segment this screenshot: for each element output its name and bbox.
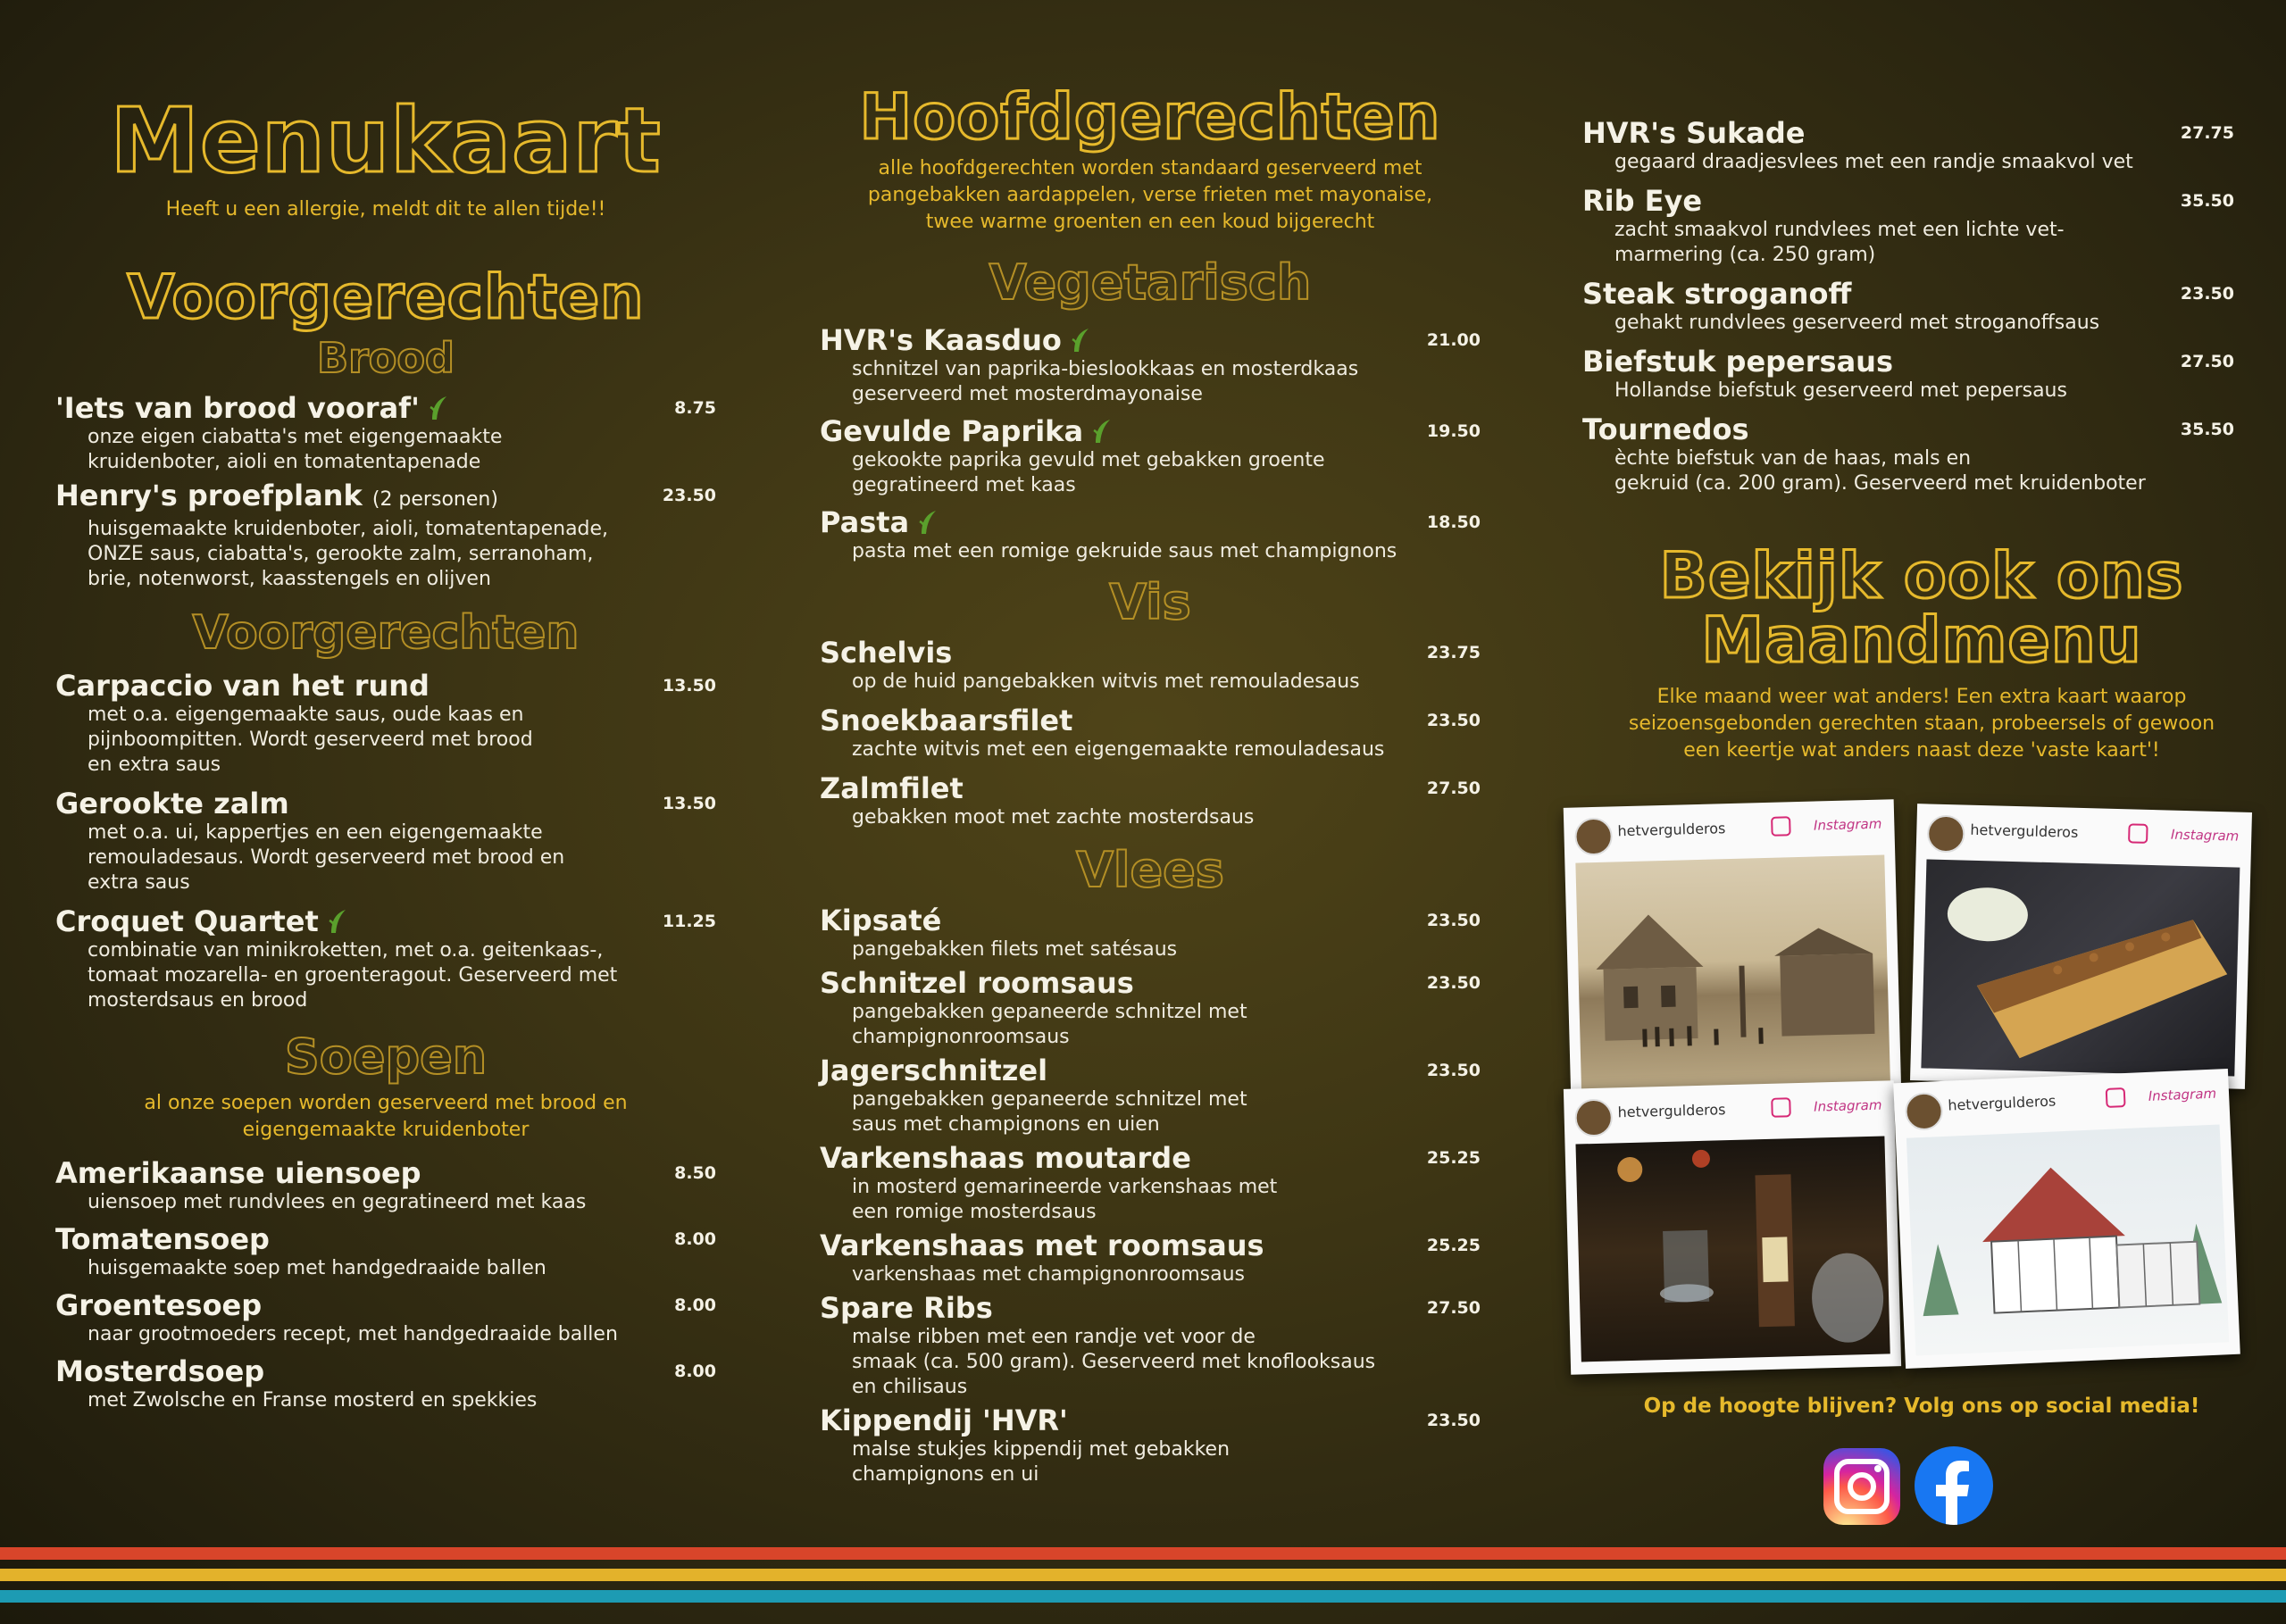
menu-item [820, 323, 1481, 407]
menu-item-description: mosterdsaus en brood [88, 989, 308, 1012]
soepen-title: Soepen [284, 1029, 488, 1085]
hoofdgerechten-note-line: alle hoofdgerechten worden standaard geserveerd met [878, 157, 1422, 179]
menu-item-price: 27.50 [2180, 352, 2234, 371]
promo-text [1582, 684, 2261, 764]
menu-item-description: kruidenboter, aioli en tomatentapenade [88, 451, 481, 473]
menu-item-price: 19.50 [1426, 421, 1481, 441]
menu-item-name-text: Henry's proefplank [55, 479, 363, 512]
menu-item [1582, 412, 2234, 496]
menu-item-name [55, 391, 716, 425]
menu-item-description: champignons en ui [852, 1463, 1039, 1486]
brood-list [55, 391, 716, 592]
menu-item-description: combinatie van minikroketten, met o.a. geitenkaas-, [88, 939, 604, 962]
menu-item-price: 13.50 [662, 676, 716, 695]
menu-item [55, 669, 716, 778]
menu-item-description: pangebakken gepaneerde schnitzel met [852, 1001, 1247, 1023]
menu-item-price: 23.50 [2180, 284, 2234, 304]
village-photo-image [1575, 855, 1890, 1090]
menu-item-description: een romige mosterdsaus [852, 1201, 1097, 1223]
menu-item-name [820, 771, 1481, 805]
soepen-list [55, 1156, 716, 1413]
menu-item-name-text: Snoekbaarsfilet [820, 704, 1073, 737]
menu-item-name-text: Gerookte zalm [55, 787, 289, 820]
menu-item-price: 11.25 [662, 912, 716, 931]
menu-item-description: en chilisaus [852, 1376, 968, 1398]
menu-item-description: gehakt rundvlees geserveerd met stroganoffsaus [1614, 312, 2100, 334]
menu-item-name-text: Carpaccio van het rund [55, 669, 430, 703]
left-column [55, 0, 716, 1420]
menu-item [1582, 184, 2234, 268]
menu-item-description: malse stukjes kippendij met gebakken [852, 1438, 1231, 1461]
menu-item-description: malse ribben met een randje vet voor de [852, 1326, 1256, 1348]
menu-item-name [55, 1156, 716, 1190]
menu-item-name-text: Kippendij 'HVR' [820, 1403, 1068, 1437]
menu-item [820, 904, 1481, 962]
brood-title: Brood [317, 334, 455, 382]
menu-item-name-text: Pasta [820, 505, 910, 539]
instagram-photo-building[interactable] [1893, 1069, 2240, 1369]
menu-item-description: gegaard draadjesvlees met een randje smaakvol vet [1614, 151, 2133, 173]
photo-username: hetvergulderos [1970, 820, 2079, 841]
menu-item-price: 21.00 [1426, 330, 1481, 350]
menu-item-description: pijnboompitten. Wordt geserveerd met brood [88, 729, 533, 751]
menu-item-name-text: Varkenshaas met roomsaus [820, 1228, 1264, 1262]
menu-item-price: 8.00 [674, 1295, 716, 1315]
menu-item-description: extra saus [88, 871, 190, 894]
menu-item-description: pangebakken filets met satésaus [852, 938, 1178, 961]
menu-item-name-text: Zalmfilet [820, 771, 964, 805]
menu-item-name [820, 636, 1481, 670]
menu-item-price: 23.75 [1426, 643, 1481, 662]
photo-username: hetvergulderos [1617, 820, 1726, 840]
menu-item-description: tomaat mozarella- en groenteragout. Geserveerd met [88, 964, 618, 987]
promo-title-line1: Bekijk ook ons [1659, 539, 2184, 612]
menu-item-name [1582, 116, 2234, 150]
menu-item-name [820, 414, 1481, 448]
photo-username: hetvergulderos [1947, 1092, 2057, 1114]
menu-item [820, 1141, 1481, 1225]
soepen-note [55, 1090, 716, 1144]
instagram-label: Instagram [1813, 815, 1882, 834]
social-text: Op de hoogte blijven? Volg ons op social media! [1643, 1395, 2200, 1418]
avatar [1927, 814, 1965, 853]
menu-item-name [55, 1354, 716, 1388]
soepen-note-line: eigengemaakte kruidenboter [242, 1119, 530, 1141]
menu-item-name-text: Croquet Quartet [55, 904, 319, 938]
menu-item [55, 479, 716, 592]
menu-item-price: 8.00 [674, 1229, 716, 1249]
menu-item [820, 414, 1481, 498]
menu-item [55, 1222, 716, 1281]
instagram-small-icon [2128, 823, 2148, 844]
instagram-label: Instagram [1813, 1096, 1882, 1115]
menu-item-name [55, 669, 716, 703]
avatar [1574, 1098, 1613, 1137]
vlees-title: Vlees [1076, 842, 1224, 898]
bar-photo-image [1575, 1137, 1890, 1362]
menu-item-description: uiensoep met rundvlees en gegratineerd met kaas [88, 1191, 587, 1213]
menu-item-description: smaak (ca. 500 gram). Geserveerd met knoflooksaus [852, 1351, 1376, 1373]
menu-item-name-text: HVR's Sukade [1582, 116, 1806, 150]
menu-item-description: pasta met een romige gekruide saus met champignons [852, 540, 1397, 562]
menu-item-price: 18.50 [1426, 512, 1481, 532]
menu-item-price: 23.50 [1426, 711, 1481, 730]
menu-item [820, 1228, 1481, 1287]
menu-item-description: saus met champignons en uien [852, 1113, 1160, 1136]
menu-item-name [820, 323, 1481, 357]
menu-item-price: 27.50 [1426, 779, 1481, 798]
menu-item-description: met o.a. ui, kappertjes en een eigengemaakte [88, 821, 543, 844]
menu-item-name [55, 904, 716, 938]
menu-item-name-text: Tournedos [1582, 412, 1749, 446]
menu-item-name-text: Tomatensoep [55, 1222, 270, 1256]
hoofdgerechten-note-line: pangebakken aardappelen, verse frieten met mayonaise, [867, 184, 1433, 206]
instagram-small-icon [2106, 1087, 2126, 1108]
vegetarisch-title: Vegetarisch [989, 254, 1312, 311]
menu-item-name [820, 505, 1481, 539]
vegetarian-leaf-icon [1092, 418, 1112, 445]
menu-item-description: brie, notenworst, kaasstengels en olijven [88, 568, 491, 590]
menu-item [820, 1054, 1481, 1137]
hoofdgerechten-title: Hoofdgerechten [859, 80, 1441, 154]
menu-item-description: pangebakken gepaneerde schnitzel met [852, 1088, 1247, 1111]
vlees-list [820, 904, 1481, 1487]
menu-item-name-text: 'Iets van brood vooraf' [55, 391, 420, 425]
vegetarian-leaf-icon [918, 509, 938, 536]
vis-title: Vis [1109, 574, 1191, 630]
menu-item [820, 704, 1481, 762]
menu-item-price: 23.50 [1426, 973, 1481, 993]
menu-item-name-text: Kipsaté [820, 904, 942, 937]
menu-item [820, 966, 1481, 1050]
menu-item-name [820, 1291, 1481, 1325]
vegetarian-leaf-icon [328, 908, 347, 935]
menu-item [55, 1156, 716, 1215]
menu-item-price: 8.75 [674, 398, 716, 418]
building-photo-image [1906, 1124, 2229, 1355]
menu-item-description: zachte witvis met een eigengemaakte remouladesaus [852, 738, 1385, 761]
menu-item [55, 1288, 716, 1347]
menu-item-description: in mosterd gemarineerde varkenshaas met [852, 1176, 1278, 1198]
menu-item-name [1582, 277, 2234, 311]
menu-item [1582, 345, 2234, 404]
menu-item-name-text: Steak stroganoff [1582, 277, 1852, 311]
menu-item-price: 23.50 [1426, 1061, 1481, 1080]
menu-item [820, 505, 1481, 564]
menu-item-description: geserveerd met mosterdmayonaise [852, 383, 1203, 405]
menu-item-name-text: Schelvis [820, 636, 953, 670]
menu-item [55, 787, 716, 895]
menu-item-description: schnitzel van paprika-bieslookkaas en mosterdkaas [852, 358, 1359, 380]
menu-item-name [820, 1403, 1481, 1437]
promo-text-line: een keertje wat anders naast deze 'vaste kaart'! [1683, 739, 2160, 762]
menu-item-description: met Zwolsche en Franse mosterd en spekkies [88, 1389, 538, 1412]
stripe-red [0, 1547, 2286, 1560]
menu-item-price: 27.75 [2180, 123, 2234, 143]
menu-item-name [55, 479, 716, 517]
photo-header [1564, 1080, 1895, 1141]
allergy-note: Heeft u een allergie, meldt dit te allen tijde!! [165, 198, 606, 221]
menu-item-name [55, 1288, 716, 1322]
menu-item-description: gekruid (ca. 200 gram). Geserveerd met kruidenboter [1614, 472, 2146, 495]
menu-item-description: èchte biefstuk van de haas, mals en [1614, 447, 1972, 470]
menu-item-description: gebakken moot met zachte mosterdsaus [852, 806, 1255, 829]
menu-item-name-text: Groentesoep [55, 1288, 263, 1322]
menu-item-name-text: Schnitzel roomsaus [820, 966, 1134, 1000]
instagram-small-icon [1771, 816, 1791, 837]
menu-item-price: 25.25 [1426, 1236, 1481, 1255]
photo-header [1916, 804, 2252, 864]
menu-item-price: 35.50 [2180, 420, 2234, 439]
menu-item-description: champignonroomsaus [852, 1026, 1070, 1048]
middle-column [820, 0, 1481, 1491]
menu-item-price: 27.50 [1426, 1298, 1481, 1318]
menu-item-price: 25.25 [1426, 1148, 1481, 1168]
instagram-photo-bar[interactable] [1564, 1080, 1901, 1375]
menu-item-name [1582, 345, 2234, 379]
menu-item-extra: (2 personen) [371, 488, 498, 511]
menu-item-name-text: Rib Eye [1582, 184, 1703, 218]
menu-item-description: varkenshaas met champignonroomsaus [852, 1263, 1245, 1286]
menu-item-price: 13.50 [662, 794, 716, 813]
instagram-photo-dessert[interactable] [1910, 804, 2252, 1089]
menu-item-name [820, 1141, 1481, 1175]
vis-list [820, 636, 1481, 830]
menu-item-description: en extra saus [88, 754, 221, 776]
menu-item-name [55, 1222, 716, 1256]
menu-item-name [820, 966, 1481, 1000]
promo-text-line: Elke maand weer wat anders! Een extra kaart waarop [1656, 686, 2187, 708]
right-column [1582, 0, 2261, 764]
menu-item-price: 23.50 [1426, 1411, 1481, 1430]
menu-item-description: naar grootmoeders recept, met handgedraaide ballen [88, 1323, 618, 1345]
menu-item-name-text: Amerikaanse uiensoep [55, 1156, 421, 1190]
stripe-yellow [0, 1569, 2286, 1581]
vlees-continued-list [1582, 116, 2261, 496]
menu-item-name [1582, 412, 2234, 446]
stripe-blue [0, 1590, 2286, 1603]
menu-item-description: gekookte paprika gevuld met gebakken groente [852, 449, 1325, 471]
menu-item [820, 1403, 1481, 1487]
menu-item-description: met o.a. eigengemaakte saus, oude kaas en [88, 704, 524, 726]
menu-item-name [820, 1228, 1481, 1262]
menukaart-title: Menukaart [110, 88, 662, 193]
vegetarian-leaf-icon [1071, 327, 1090, 354]
menu-item-description: onze eigen ciabatta's met eigengemaakte [88, 426, 503, 448]
menu-item-name-text: Mosterdsoep [55, 1354, 265, 1388]
menu-item-name [820, 1054, 1481, 1087]
menu-item [820, 636, 1481, 695]
menu-item [55, 904, 716, 1013]
photo-header [1564, 799, 1895, 860]
instagram-label: Instagram [2170, 826, 2240, 845]
menu-item-name-text: Gevulde Paprika [820, 414, 1084, 448]
menu-item-price: 8.00 [674, 1362, 716, 1381]
menu-item-price: 35.50 [2180, 191, 2234, 211]
menu-item-price: 23.50 [1426, 911, 1481, 930]
menu-item [820, 771, 1481, 830]
menu-item-description: Hollandse biefstuk geserveerd met pepersaus [1614, 379, 2067, 402]
menu-item [55, 391, 716, 475]
menu-item-name-text: Jagerschnitzel [820, 1054, 1048, 1087]
menu-item-description: huisgemaakte kruidenboter, aioli, tomatentapenade, [88, 518, 609, 540]
menu-item-name-text: HVR's Kaasduo [820, 323, 1062, 357]
hoofdgerechten-note-line: twee warme groenten en een koud bijgerecht [925, 211, 1375, 233]
instagram-small-icon [1771, 1097, 1791, 1118]
menu-item [820, 1291, 1481, 1400]
facebook-icon[interactable] [1915, 1446, 1993, 1525]
menu-item-price: 23.50 [662, 486, 716, 505]
voorgerechten-subtitle: Voorgerechten [192, 606, 580, 660]
menu-item-description: huisgemaakte soep met handgedraaide ballen [88, 1257, 546, 1279]
menu-item-description: ONZE saus, ciabatta's, gerookte zalm, serranoham, [88, 543, 594, 565]
instagram-photo-village[interactable] [1564, 799, 1902, 1103]
menu-item-name [55, 787, 716, 820]
menu-item-name [1582, 184, 2234, 218]
menu-item-name [820, 704, 1481, 737]
soepen-note-line: al onze soepen worden geserveerd met brood en [144, 1092, 628, 1114]
menu-item-name-text: Spare Ribs [820, 1291, 993, 1325]
menu-item-description: op de huid pangebakken witvis met remouladesaus [852, 670, 1360, 693]
hoofdgerechten-note [820, 155, 1481, 236]
menu-item-name-text: Biefstuk pepersaus [1582, 345, 1893, 379]
instagram-label: Instagram [2148, 1085, 2217, 1104]
menu-item-description: marmering (ca. 250 gram) [1614, 244, 1876, 266]
menu-item-description: gegratineerd met kaas [852, 474, 1076, 496]
promo-text-line: seizoensgebonden gerechten staan, probeersels of gewoon [1628, 712, 2215, 735]
avatar [1905, 1092, 1944, 1131]
menu-item-price: 8.50 [674, 1163, 716, 1183]
menu-item-description: remouladesaus. Wordt geserveerd met brood en [88, 846, 565, 869]
dessert-photo-image [1921, 859, 2240, 1076]
instagram-icon[interactable] [1823, 1448, 1900, 1525]
promo-title-line2: Maandmenu [1701, 604, 2142, 677]
menu-item [1582, 116, 2234, 175]
voorgerechten-main-title: Voorgerechten [127, 262, 645, 333]
avatar [1574, 817, 1613, 855]
menu-item [1582, 277, 2234, 336]
vegetarisch-list [820, 323, 1481, 564]
menu-item-name-text: Varkenshaas moutarde [820, 1141, 1191, 1175]
menu-item-name [820, 904, 1481, 937]
voorgerechten-list [55, 669, 716, 1013]
photo-username: hetvergulderos [1617, 1101, 1726, 1121]
menu-item [55, 1354, 716, 1413]
vegetarian-leaf-icon [429, 395, 448, 421]
menu-item-description: zacht smaakvol rundvlees met een lichte vet- [1614, 219, 2065, 241]
